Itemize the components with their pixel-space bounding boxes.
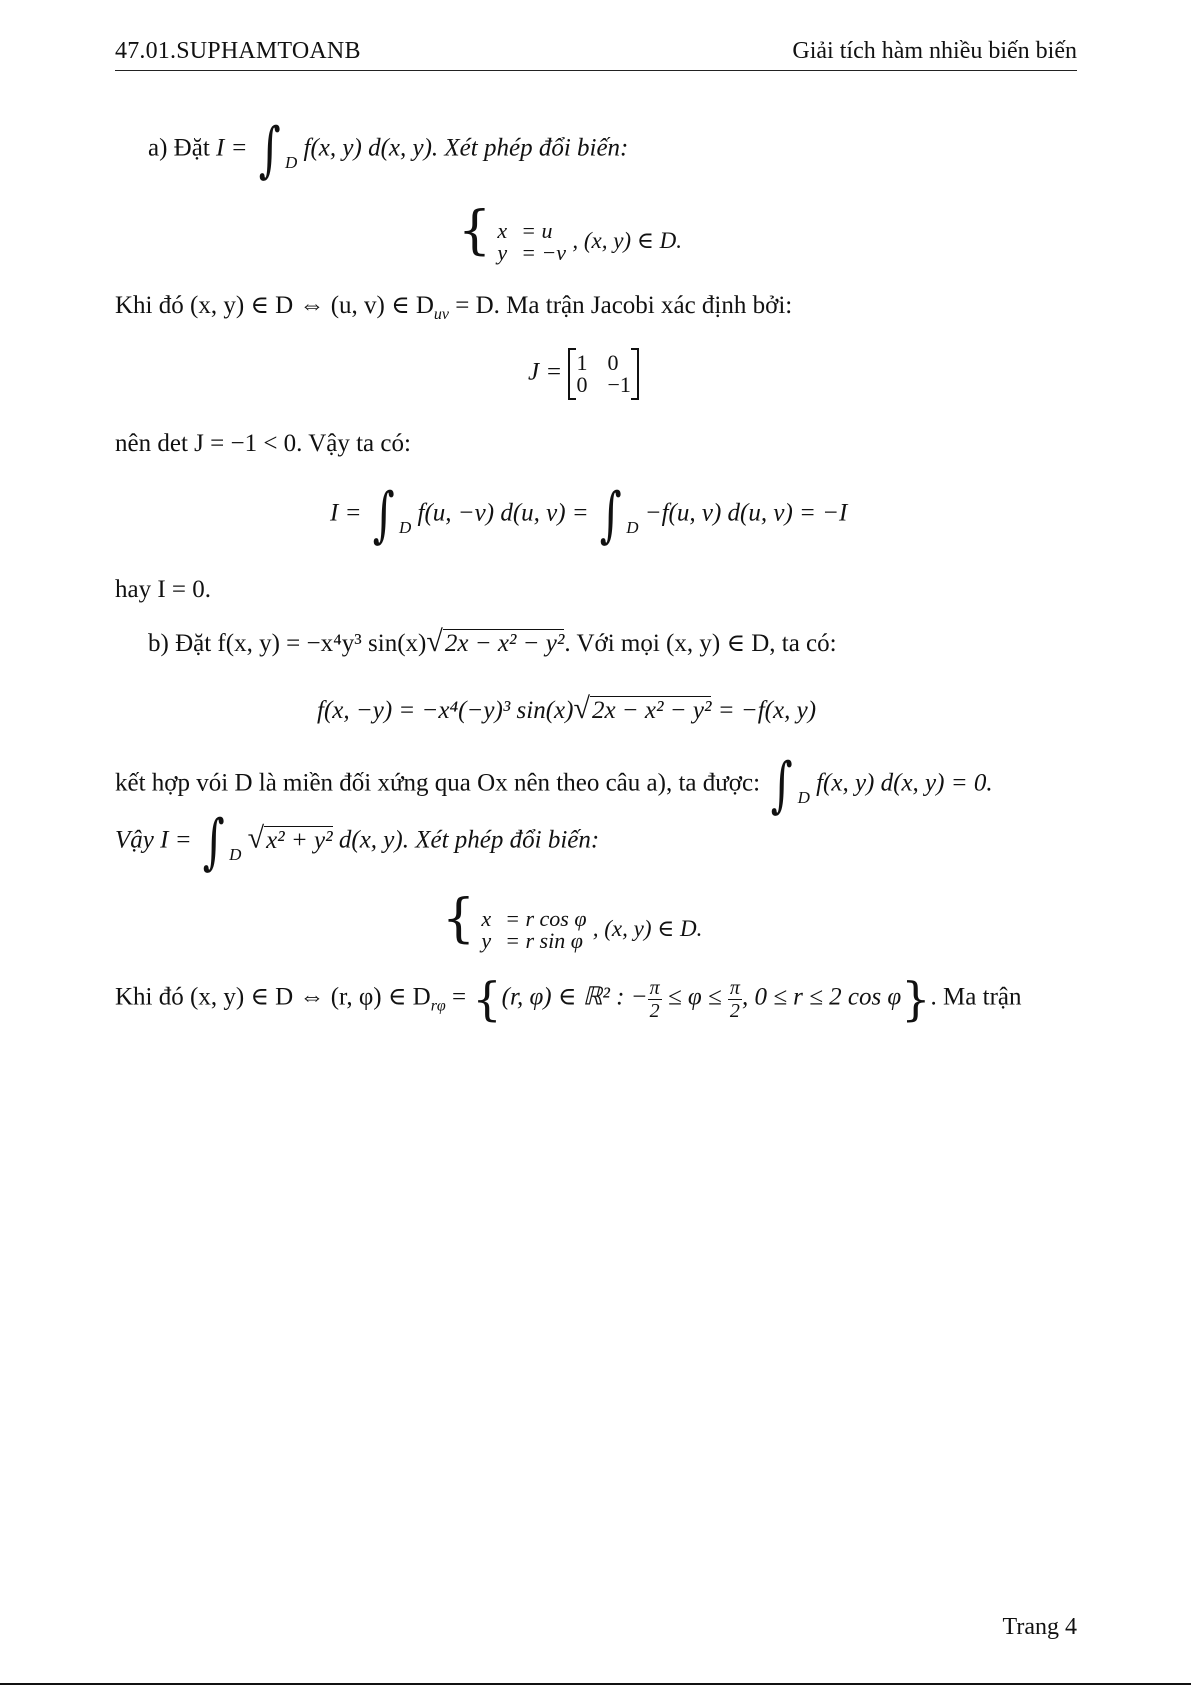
- combine-integral: f(x, y) d(x, y) = 0.: [816, 769, 993, 797]
- system-b: [442, 889, 703, 954]
- sqrt-radicand: 2x − x² − y²: [444, 630, 565, 657]
- integral-sub: D: [626, 517, 639, 537]
- eq-a-mid: f(u, −v) d(u, v) =: [417, 499, 589, 527]
- part-b-intro: b) Đặt f(x, y) = −x⁴y³ sin(x)√2x − x² − y². Với mọi (x, y) ∈ D, ta có:: [148, 625, 837, 658]
- integral-sign: ∫: [599, 480, 622, 550]
- part-a-label: a) Đặt: [148, 134, 210, 162]
- system-a: [458, 201, 682, 266]
- matrix-cell: 0: [576, 372, 588, 397]
- ma-tran: . Ma trận: [930, 983, 1022, 1011]
- matrix-cell: 1: [576, 350, 588, 375]
- integral-sub: D: [797, 787, 810, 807]
- vay-line: Vậy I = ∫ $_D$ √x² + y² d(x, y). Xét phép đổi biến:: [115, 807, 600, 877]
- vay-rest: d(x, y). Xét phép đổi biến:: [332, 826, 600, 854]
- jacobi-lhs: J =: [528, 358, 563, 386]
- combine-line: [115, 750, 993, 820]
- matrix-cell: 0: [607, 350, 619, 375]
- set-end: , 0 ≤ r ≤ 2 cos φ: [741, 983, 902, 1011]
- integral-sub: D: [285, 152, 298, 172]
- sys-b-r1-lhs: x: [481, 906, 492, 932]
- khi-do-a: [115, 290, 792, 324]
- integral-sub: D: [229, 844, 242, 864]
- system-a-rows: [497, 220, 566, 264]
- frac-pi-2: [648, 977, 662, 1022]
- equation-a: [330, 480, 848, 550]
- frac-den: 2: [649, 999, 660, 1022]
- system-b-rows: [481, 908, 586, 952]
- part-b-intro-text: b) Đặt f(x, y) = −x⁴y³ sin(x): [148, 630, 427, 657]
- integral-sign: ∫: [202, 807, 225, 877]
- page-number: Trang 4: [1002, 1614, 1077, 1640]
- integral-sub: D: [398, 517, 412, 537]
- integral-sign: ∫: [770, 750, 793, 820]
- sys-b-domain: , (x, y) ∈ D.: [592, 916, 703, 941]
- sys-a-domain: , (x, y) ∈ D.: [572, 228, 682, 253]
- eq-a-lhs: I =: [330, 499, 362, 527]
- frac-num: π: [729, 976, 740, 999]
- jacobi-matrix: [568, 348, 638, 400]
- khi-do-b-sub: rφ: [430, 997, 446, 1015]
- i-def-integrand: f(x, y) d(x, y). Xét phép đổi biến:: [303, 134, 629, 162]
- khi-do-a-text: Khi đó (x, y) ∈ D ⇔ (u, v) ∈ D: [115, 292, 434, 319]
- i-def-lhs: I =: [216, 134, 248, 162]
- khi-do-b-text: Khi đó (x, y) ∈ D ⇔ (r, φ) ∈ D: [115, 983, 431, 1011]
- sys-b-r2-lhs: y: [481, 928, 492, 954]
- frac-pi-2: [728, 977, 742, 1022]
- sqrt-radicand: 2x − x² − y²: [591, 697, 712, 724]
- eq-b-rhs: = −f(x, y): [711, 697, 817, 724]
- set-brace-left: {: [472, 972, 502, 1026]
- system-brace: {: [458, 201, 492, 261]
- header-rule: [115, 70, 1077, 71]
- sys-a-r1-lhs: x: [497, 218, 508, 244]
- system-brace: {: [442, 889, 476, 949]
- det-line: nên det J = −1 < 0. Vậy ta có:: [115, 430, 411, 457]
- equation-b: f(x, −y) = −x⁴(−y)³ sin(x)√2x − x² − y² = −f(x, y): [317, 692, 817, 725]
- khi-do-b: [115, 972, 1022, 1026]
- part-a-intro: [148, 115, 629, 185]
- integral-sign: ∫: [258, 115, 281, 185]
- eq-b-lhs: f(x, −y) = −x⁴(−y)³ sin(x): [317, 697, 574, 724]
- frac-num: π: [649, 976, 660, 999]
- set-mid: ≤ φ ≤: [661, 983, 728, 1011]
- sys-b-r1-rhs: = r cos φ: [505, 906, 587, 932]
- matrix-cell: −1: [607, 372, 631, 397]
- eq-a-rhs: −f(u, v) d(u, v) = −I: [644, 499, 848, 527]
- sqrt-radicand: x² + y²: [266, 826, 333, 854]
- conclusion-a: hay I = 0.: [115, 576, 212, 603]
- sys-a-r2-lhs: y: [497, 240, 508, 266]
- combine-text: kết hợp vói D là miền đối xứng qua Ox nên theo câu a), ta được:: [115, 769, 761, 797]
- sys-a-r2-rhs: = −v: [521, 240, 567, 266]
- khi-do-a-rest: = D. Ma trận Jacobi xác định bởi:: [449, 292, 793, 319]
- header-left: 47.01.SUPHAMTOANB: [115, 38, 361, 64]
- set-start: (r, φ) ∈ ℝ² : −: [501, 983, 648, 1011]
- khi-do-b-eq: =: [445, 983, 473, 1011]
- set-brace-right: }: [901, 972, 931, 1026]
- part-b-intro-rest: . Với mọi (x, y) ∈ D, ta có:: [564, 630, 837, 657]
- header-right: Giải tích hàm nhiều biến biến: [792, 38, 1077, 64]
- sys-b-r2-rhs: = r sin φ: [505, 928, 583, 954]
- khi-do-a-sub: uv: [433, 306, 450, 323]
- integral-sign: ∫: [372, 480, 395, 550]
- sys-a-r1-rhs: = u: [521, 218, 553, 244]
- vay-lhs: Vậy I =: [115, 826, 192, 854]
- jacobi: [528, 348, 639, 400]
- frac-den: 2: [729, 999, 740, 1022]
